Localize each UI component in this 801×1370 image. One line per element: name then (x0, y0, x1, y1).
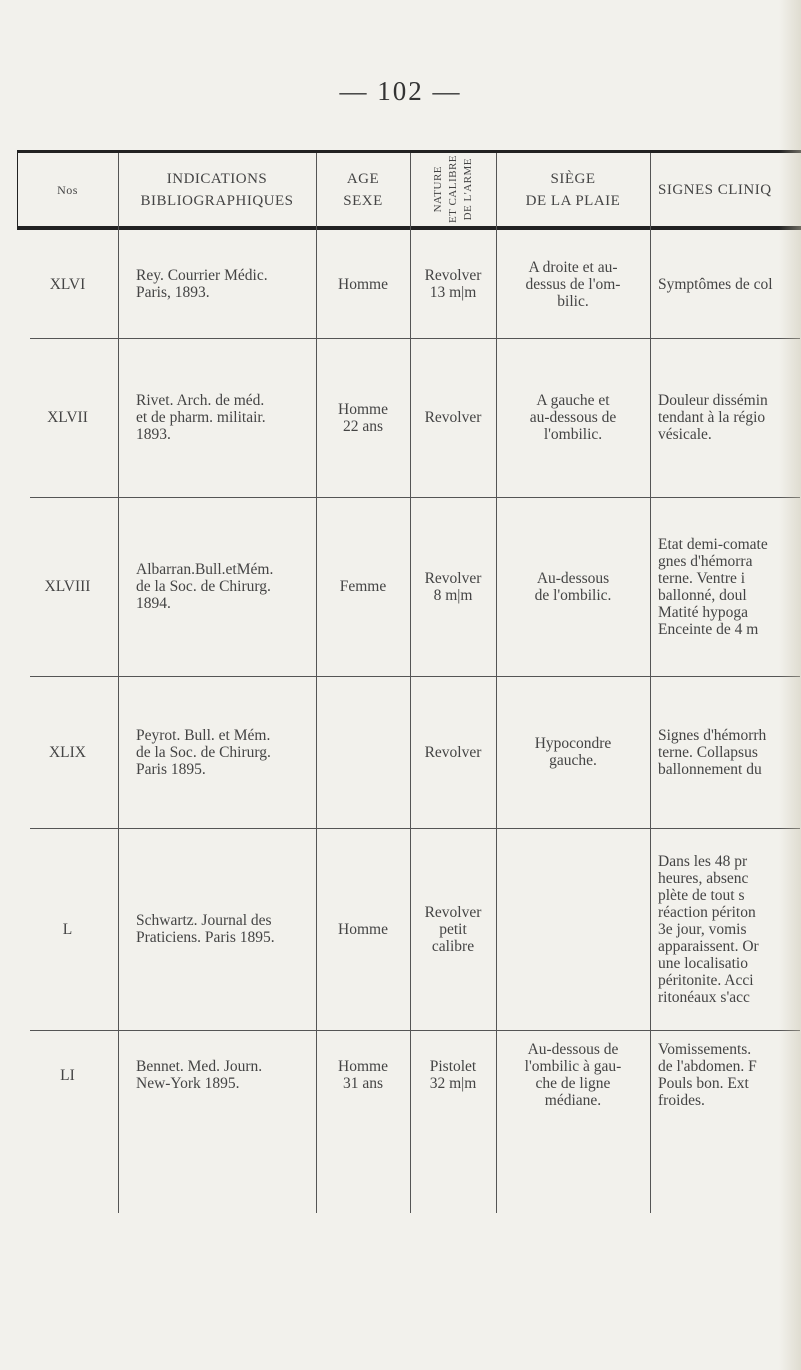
row-number-cell (17, 828, 118, 1030)
row-clinical-signs-line: de l'abdomen. F (658, 1058, 757, 1075)
row-number-cell (17, 676, 118, 828)
header-nature-line-2: ET CALIBRE (446, 155, 459, 224)
row-reference-cell (136, 230, 314, 338)
row-reference-line: Rivet. Arch. de méd. (136, 392, 265, 409)
row-weapon-line: Revolver (424, 743, 482, 761)
row-number-cell (17, 497, 118, 676)
row-clinical-signs-line: froides. (658, 1092, 705, 1109)
row-reference-line: Peyrot. Bull. et Mém. (136, 726, 271, 744)
row-reference-cell (136, 676, 314, 828)
header-siege (496, 153, 650, 226)
row-wound-site-line: A gauche et (536, 392, 610, 409)
header-nature-line-3: DE L'ARME (461, 158, 474, 221)
row-weapon-line: Pistolet (429, 1058, 477, 1075)
row-number-line: XLVII (47, 409, 88, 426)
row-reference-line: 1894. (136, 595, 171, 612)
row-weapon-cell (410, 230, 496, 338)
row-wound-site-cell (496, 676, 650, 828)
row-reference-line: de la Soc. de Chirurg. (136, 743, 271, 761)
page-number: — 102 — (339, 76, 462, 106)
row-reference-line: de la Soc. de Chirurg. (136, 578, 271, 595)
row-clinical-signs-line: tendant à la régio (658, 409, 766, 426)
row-weapon-line: 8 m|m (433, 586, 473, 604)
row-age-sex-cell (316, 828, 410, 1030)
header-nature (410, 153, 496, 226)
header-nature-line-1: NATURE (431, 166, 444, 213)
row-weapon-line: Revolver (424, 409, 482, 426)
row-wound-site-line: bilic. (557, 292, 589, 310)
row-weapon-cell (410, 1030, 496, 1120)
row-age-sex-line: Homme (338, 920, 388, 938)
row-number-line: LI (60, 1066, 75, 1084)
row-wound-site-line: Au-dessous (536, 569, 610, 587)
row-clinical-signs-line: heures, absenc (658, 869, 749, 887)
row-weapon-cell (410, 828, 496, 1030)
header-indications (118, 153, 316, 226)
row-reference-cell (136, 497, 314, 676)
row-clinical-signs-line: 3e jour, vomis (658, 920, 747, 938)
header-numbers-label: Nos (57, 182, 78, 197)
row-age-sex-line: Homme (338, 1058, 388, 1075)
row-age-sex-line: Homme (338, 400, 388, 418)
row-clinical-signs-line: Pouls bon. Ext (658, 1075, 749, 1092)
row-weapon-line: 13 m|m (429, 284, 477, 301)
row-wound-site-cell (496, 828, 650, 1030)
column-rule (118, 153, 119, 1213)
row-number-cell (17, 230, 118, 338)
row-clinical-signs-line: Enceinte de 4 m (658, 620, 759, 638)
row-age-sex-cell (316, 230, 410, 338)
row-age-sex-cell (316, 497, 410, 676)
row-reference-line: Praticiens. Paris 1895. (136, 929, 275, 946)
header-siege-line-2: DE LA PLAIE (525, 192, 621, 209)
row-reference-line: Paris 1895. (136, 760, 206, 778)
row-age-sex-cell (316, 338, 410, 497)
row-clinical-signs-line: terne. Ventre i (658, 569, 746, 587)
row-age-sex-cell (316, 1030, 410, 1120)
row-weapon-cell (410, 338, 496, 497)
row-clinical-signs-line: Signes d'hémorrh (658, 726, 767, 744)
row-wound-site-line: l'ombilic. (543, 426, 603, 443)
row-wound-site-line: médiane. (544, 1092, 602, 1109)
column-rule (650, 153, 651, 1213)
row-weapon-line: Revolver (424, 267, 482, 284)
row-reference-line: Schwartz. Journal des (136, 912, 272, 929)
row-clinical-signs-line: terne. Collapsus (658, 743, 758, 761)
row-age-sex-line: 31 ans (342, 1075, 384, 1092)
row-wound-site-line: gauche. (549, 752, 597, 769)
row-wound-site-cell (496, 1030, 650, 1120)
row-age-sex-line: Femme (339, 578, 387, 595)
row-clinical-signs-line: Dans les 48 pr (658, 852, 748, 870)
row-reference-line: Albarran.Bull.etMém. (136, 561, 274, 578)
header-siege-line-1: SIÈGE (550, 170, 596, 187)
row-clinical-signs-line: Etat demi-comate (658, 535, 768, 553)
header-numbers (17, 153, 118, 226)
row-wound-site-cell (496, 497, 650, 676)
row-age-sex-cell (316, 676, 410, 828)
row-weapon-cell (410, 497, 496, 676)
row-clinical-signs-line: vésicale. (658, 426, 712, 443)
row-number-line: XLVI (49, 275, 86, 293)
row-clinical-signs-line: Vomissements. (658, 1041, 752, 1058)
row-wound-site-line: au-dessous de (529, 409, 617, 426)
header-indications-line-2: BIBLIOGRAPHIQUES (140, 192, 294, 209)
row-clinical-signs-line: ballonnement du (658, 760, 762, 778)
row-reference-line: New-York 1895. (136, 1075, 240, 1092)
row-age-sex-line: Homme (338, 275, 388, 293)
row-reference-cell (136, 828, 314, 1030)
row-wound-site-line: dessus de l'om- (525, 275, 621, 293)
row-reference-cell (136, 338, 314, 497)
row-wound-site-line: Au-dessous de (527, 1041, 619, 1058)
row-clinical-signs-line: apparaissent. Or (658, 937, 759, 955)
row-clinical-signs-line: Symptômes de col (658, 275, 773, 293)
row-clinical-signs-line: plète de tout s (658, 886, 745, 904)
row-reference-line: Rey. Courrier Médic. (136, 267, 268, 284)
row-wound-site-cell (496, 338, 650, 497)
row-number-line: L (62, 920, 73, 938)
row-clinical-signs-line: Douleur dissémin (658, 392, 768, 409)
row-clinical-signs-line: ritonéaux s'acc (658, 988, 750, 1006)
header-age-line-1: AGE (346, 170, 380, 187)
row-age-sex-line: 22 ans (342, 417, 384, 435)
row-number-cell (17, 338, 118, 497)
row-wound-site-line: de l'ombilic. (534, 586, 612, 604)
row-reference-line: Paris, 1893. (136, 284, 210, 301)
row-wound-site-line: A droite et au- (528, 258, 618, 276)
row-weapon-line: Revolver (424, 903, 482, 921)
row-wound-site-line: l'ombilic à gau- (524, 1058, 622, 1075)
row-weapon-line: calibre (431, 937, 475, 955)
row-weapon-line: petit (439, 920, 467, 938)
row-wound-site-line: Hypocondre (534, 735, 612, 752)
row-weapon-line: 32 m|m (429, 1075, 477, 1092)
row-number-line: XLIX (48, 743, 87, 761)
row-clinical-signs-line: Matité hypoga (658, 603, 748, 621)
row-reference-cell (136, 1030, 314, 1120)
header-signes-label: SIGNES CLINIQ (658, 181, 772, 198)
row-wound-site-line: che de ligne (535, 1075, 611, 1092)
row-number-line: XLVIII (44, 578, 91, 595)
row-clinical-signs-line: réaction périton (658, 903, 756, 921)
row-clinical-signs-line: gnes d'hémorra (658, 552, 753, 570)
row-reference-line: Bennet. Med. Journ. (136, 1058, 263, 1075)
row-number-cell (17, 1030, 118, 1120)
row-weapon-line: Revolver (424, 569, 482, 587)
row-clinical-signs-line: péritonite. Acci (658, 971, 754, 989)
header-indications-line-1: INDICATIONS (166, 170, 268, 187)
row-reference-line: et de pharm. militair. (136, 409, 266, 426)
row-clinical-signs-line: ballonné, doul (658, 586, 747, 604)
row-reference-line: 1893. (136, 426, 171, 443)
page-edge-shadow (779, 0, 801, 1370)
row-clinical-signs-line: une localisatio (658, 954, 748, 972)
row-weapon-cell (410, 676, 496, 828)
row-wound-site-cell (496, 230, 650, 338)
header-age-line-2: SEXE (343, 192, 383, 209)
header-age (316, 153, 410, 226)
